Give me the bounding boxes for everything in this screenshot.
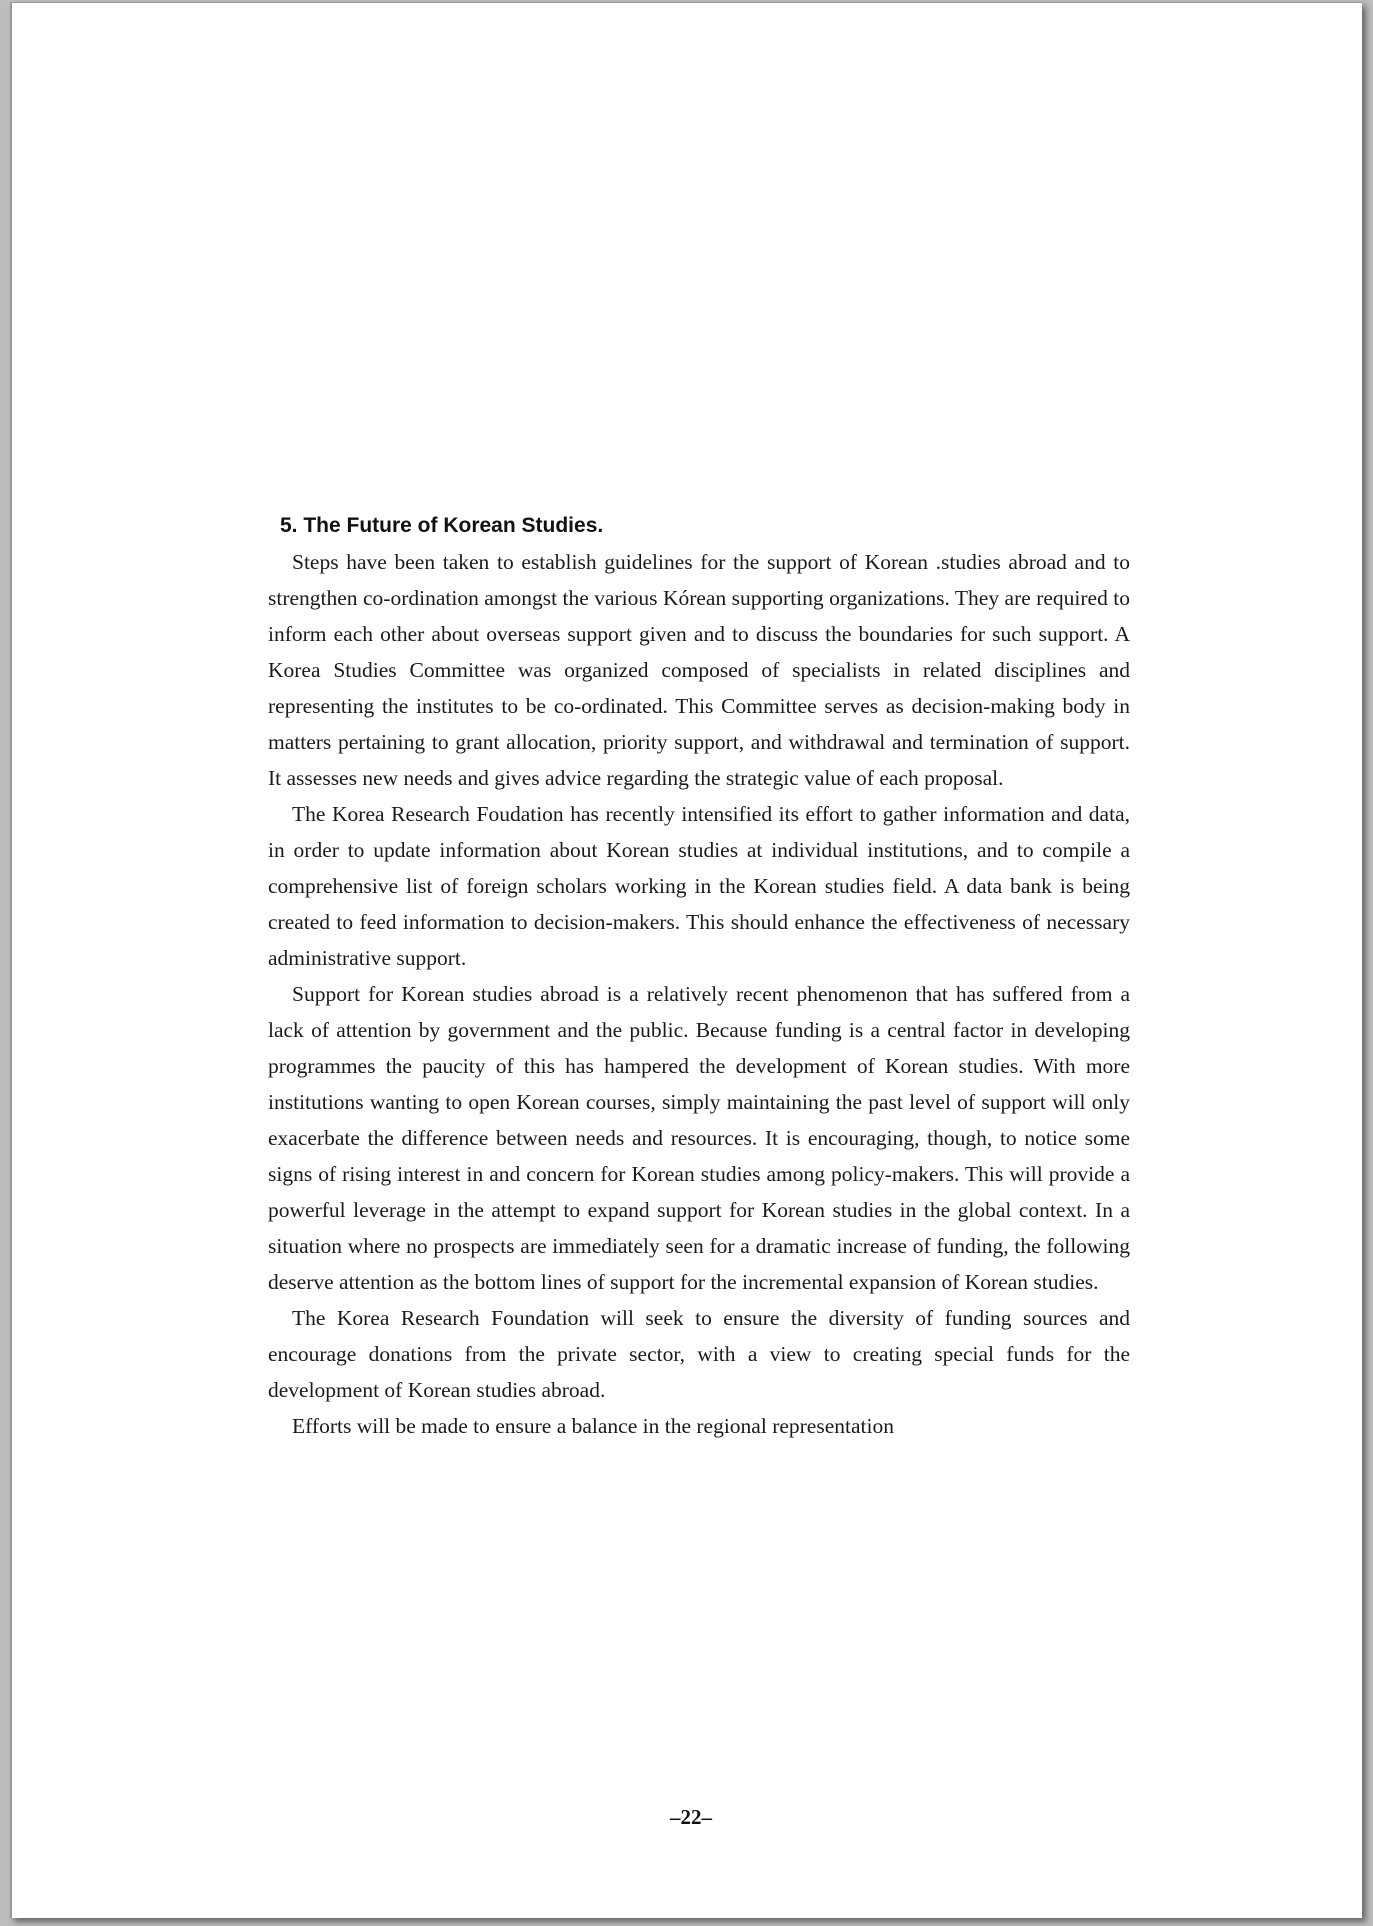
paragraph: The Korea Research Foudation has recently intensified its effort to gather information and data, in order to update information about Korean studies at individual institutions, and to compile a comprehensive list of foreign scholars working in the Korean studies field. A data bank is being created to feed information to decision-makers. This should enhance the effectiveness of necessary administrative support. — [268, 802, 1130, 970]
paragraph: Efforts will be made to ensure a balance in the regional representation — [292, 1414, 894, 1438]
page-number: –22– — [670, 1805, 712, 1829]
paragraph: Support for Korean studies abroad is a relatively recent phenomenon that has suffered from a lack of attention by government and the public. Because funding is a central factor in developing programmes the paucity of this has hampered the development of Korean studies. With more institutions wanting to open Korean courses, simply maintaining the past level of support will only exacerbate the difference between needs and resources. It is encouraging, though, to notice some signs of rising interest in and concern for Korean studies among policy-makers. This will provide a powerful leverage in the attempt to expand support for Korean studies in the global context. In a situation where no prospects are immediately seen for a dramatic increase of funding, the following deserve attention as the bottom lines of support for the incremental expansion of Korean studies. — [268, 982, 1130, 1294]
document-page — [10, 2, 1362, 1918]
paragraph: Steps have been taken to establish guidelines for the support of Korean .studies abroad and to strengthen co-ordination amongst the various Kórean supporting organizations. They are required to inform each other about overseas support given and to discuss the boundaries for such support. A Korea Studies Committee was organized composed of specialists in related disciplines and representing the institutes to be co-ordinated. This Committee serves as decision-making body in matters pertaining to grant allocation, priority support, and withdrawal and termination of support. It assesses new needs and gives advice regarding the strategic value of each proposal. — [268, 550, 1130, 790]
body-text — [268, 508, 1130, 1444]
paragraph: The Korea Research Foundation will seek to ensure the diversity of funding sources and encourage donations from the private sector, with a view to creating special funds for the development of Korean studies abroad. — [268, 1306, 1130, 1402]
section-heading: 5. The Future of Korean Studies. — [280, 514, 604, 537]
